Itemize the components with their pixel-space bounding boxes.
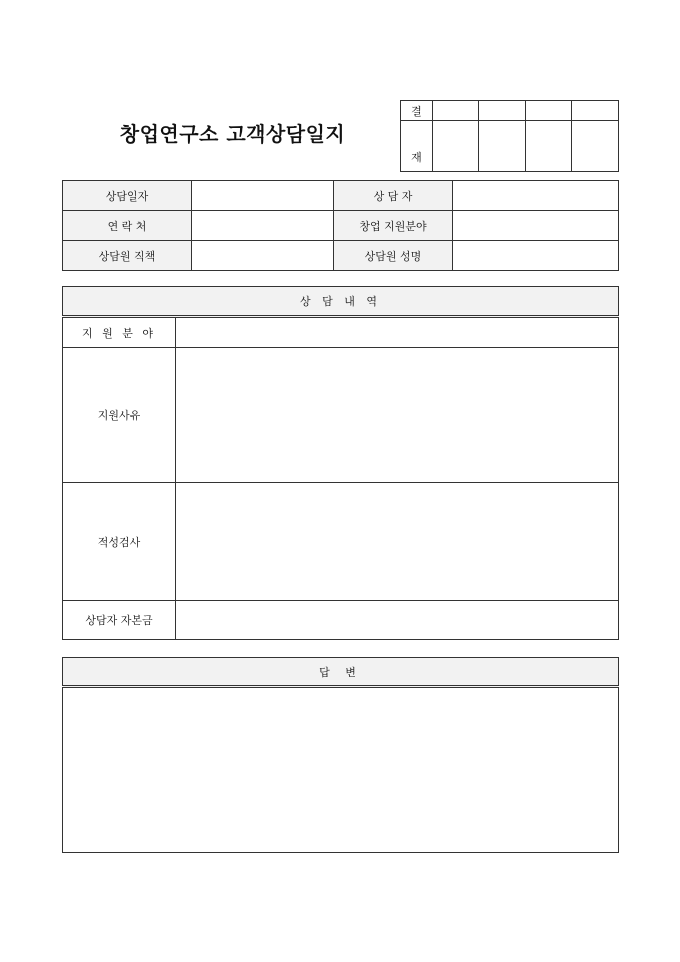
contact-label: 연 락 처 [63,211,192,241]
counselee-field[interactable] [453,181,619,211]
table-row [63,181,619,211]
approval-sign-cell[interactable] [432,121,479,172]
aptitude-test-label: 적성검사 [63,483,176,601]
approval-sign-cell[interactable] [479,121,526,172]
support-reason-field[interactable] [176,348,619,483]
capital-label: 상담자 자본금 [63,601,176,640]
support-field-label: 창업 지원분야 [334,211,453,241]
table-row [63,241,619,271]
aptitude-test-field[interactable] [176,483,619,601]
support-reason-label: 지원사유 [63,348,176,483]
support-field-field[interactable] [453,211,619,241]
approval-box [400,100,619,172]
support-area-label: 지 원 분 야 [63,317,176,348]
counselee-label: 상 담 자 [334,181,453,211]
approval-header-cell [572,101,619,121]
consult-date-label: 상담일자 [63,181,192,211]
capital-field[interactable] [176,601,619,640]
counselor-position-field[interactable] [192,241,334,271]
approval-header-cell [432,101,479,121]
table-row [63,483,619,601]
counselor-position-label: 상담원 직책 [63,241,192,271]
approval-label-bottom: 재 [401,121,433,172]
answer-header: 답 변 [63,658,619,687]
counselor-name-field[interactable] [453,241,619,271]
info-table [62,180,619,271]
approval-header-cell [525,101,572,121]
approval-header-cell [479,101,526,121]
consult-date-field[interactable] [192,181,334,211]
approval-sign-cell[interactable] [572,121,619,172]
approval-label-top: 결 [401,101,433,121]
consult-table [62,286,619,640]
answer-field[interactable] [63,687,619,853]
contact-field[interactable] [192,211,334,241]
counselor-name-label: 상담원 성명 [334,241,453,271]
answer-table [62,657,619,853]
support-area-field[interactable] [176,317,619,348]
table-row [63,348,619,483]
page-title: 창업연구소 고객상담일지 [119,122,346,146]
table-row [63,211,619,241]
consult-header: 상 담 내 역 [63,287,619,317]
approval-sign-cell[interactable] [525,121,572,172]
table-row [63,317,619,348]
table-row [63,601,619,640]
